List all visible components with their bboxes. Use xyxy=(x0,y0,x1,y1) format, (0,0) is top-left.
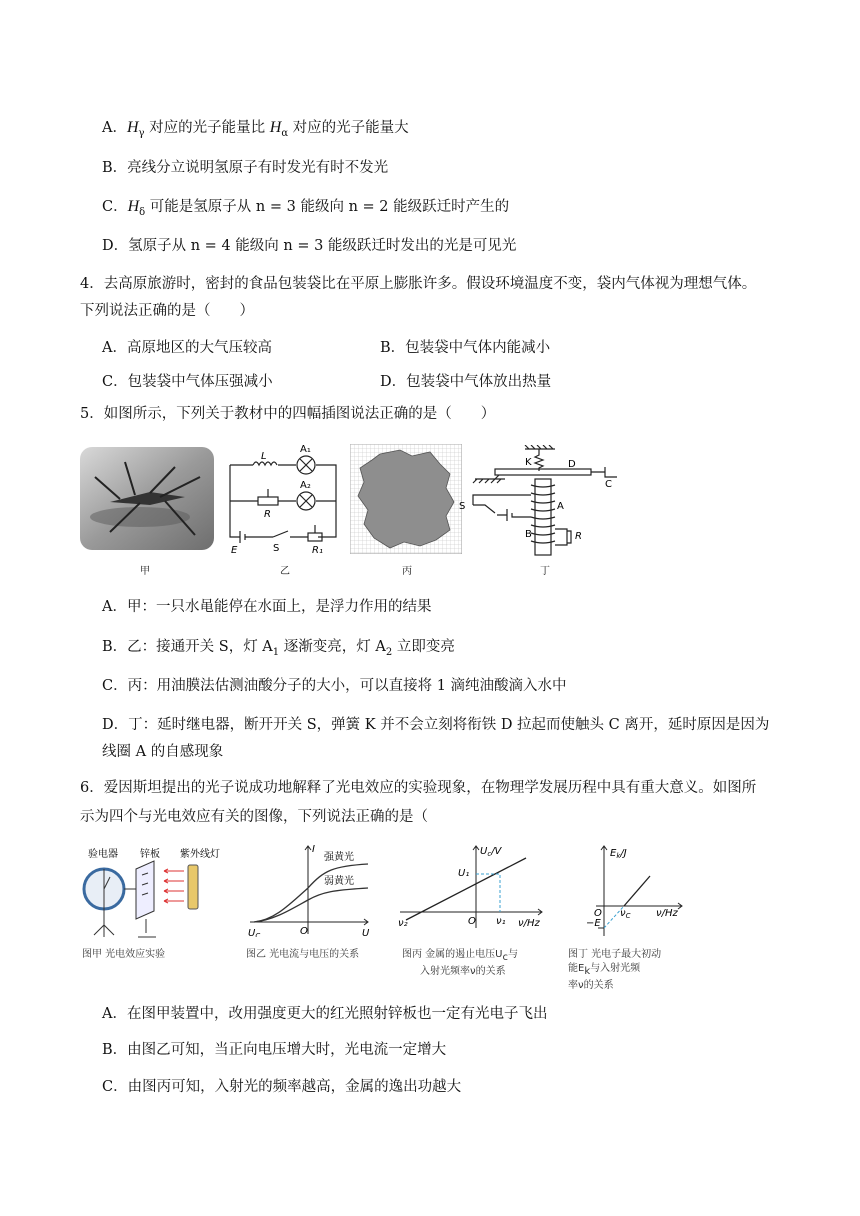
q5-option-b: B．乙：接通开关 S，灯 $A_1$ 逐渐变亮，灯 $A_2$ 立即变亮 xyxy=(102,639,455,658)
svg-text:ν₂: ν₂ xyxy=(398,918,408,929)
q4-stem-line1: 4．去高原旅游时，密封的食品包装袋比在平原上膨胀许多。假设环境温度不变，袋内气体视为理想气体。 xyxy=(80,276,757,292)
fig-label-ding: 丁 xyxy=(540,566,550,577)
svg-text:C: C xyxy=(605,479,612,490)
figure-stopping-voltage xyxy=(396,842,546,932)
svg-text:S: S xyxy=(273,543,280,553)
q5-option-d-line1: D．丁：延时继电器，断开开关 S，弹簧 K 并不会立刻将衔铁 D 拉起而使触头 C 离开，延时原因是因为 xyxy=(102,717,770,733)
figure-water-strider-photo xyxy=(80,447,214,550)
svg-text:R: R xyxy=(264,509,271,520)
svg-text:A₂: A₂ xyxy=(300,480,311,491)
figure-photoelectric-apparatus xyxy=(80,845,230,945)
svg-text:弱黄光: 弱黄光 xyxy=(324,876,354,887)
figure-iv-curve xyxy=(244,842,374,937)
q6-option-c: C．由图丙可知，入射光的频率越高，金属的逸出功越大 xyxy=(102,1079,462,1095)
svg-text:Ek/J: $E_k/J$ xyxy=(610,848,627,860)
q3-option-b: B．亮线分立说明氢原子有时发光有时不发光 xyxy=(102,160,389,176)
q5-option-c: C．丙：用油膜法估测油酸分子的大小，可以直接将 1 滴纯油酸滴入水中 xyxy=(102,678,567,694)
q4-stem-line2: 下列说法正确的是（ ） xyxy=(80,303,254,319)
fig2-caption: 图乙 光电流与电压的关系 xyxy=(246,949,360,960)
svg-text:O: O xyxy=(468,916,476,927)
svg-text:O: O xyxy=(594,908,602,919)
svg-text:νC: $\nu_C$ xyxy=(620,908,631,920)
svg-text:验电器: 验电器 xyxy=(88,849,118,860)
fig-label-yi: 乙 xyxy=(280,566,290,577)
svg-text:ν₁: ν₁ xyxy=(496,916,506,927)
q6-option-b: B．由图乙可知，当正向电压增大时，光电流一定增大 xyxy=(102,1042,447,1058)
svg-text:U: U xyxy=(362,928,370,937)
q4-option-d: D．包装袋中气体放出热量 xyxy=(380,374,552,390)
q6-option-a: A．在图甲装置中，改用强度更大的红光照射锌板也一定有光电子飞出 xyxy=(102,1006,548,1022)
svg-text:R: R xyxy=(575,531,582,542)
svg-text:B: B xyxy=(525,529,532,540)
svg-text:锌板: 锌板 xyxy=(140,849,160,860)
fig1-caption: 图甲 光电效应实验 xyxy=(82,949,166,960)
svg-text:A₁: A₁ xyxy=(300,445,311,455)
svg-text:L: L xyxy=(261,451,267,462)
fig-label-jia: 甲 xyxy=(140,566,150,577)
figure-delay-relay xyxy=(455,445,625,557)
fig4-caption: 图丁 光电子最大初动 能$E_k$与入射光频 率ν的关系 xyxy=(568,949,662,991)
svg-text:E: E xyxy=(231,545,238,553)
svg-text:Uc/V: $U_c/V$ xyxy=(480,846,502,858)
svg-text:I: I xyxy=(312,844,315,855)
q3-option-c: C．$H_\delta$ 可能是氢原子从 n = 3 能级向 n = 2 能级跃迁时产生的 xyxy=(102,198,510,218)
svg-text:ν/Hz: ν/Hz xyxy=(656,908,678,919)
q6-stem-line2: 示为四个与光电效应有关的图像，下列说法正确的是（ xyxy=(80,809,428,825)
svg-text:O: O xyxy=(300,926,308,937)
q5-option-a: A．甲：一只水黾能停在水面上，是浮力作用的结果 xyxy=(102,599,432,615)
q3-option-a: A．$H_\gamma$ 对应的光子能量比 $H_\alpha$ 对应的光子能量大 xyxy=(102,119,409,139)
svg-text:D: D xyxy=(568,459,576,470)
q4-option-a: A．高原地区的大气压较高 xyxy=(102,340,272,356)
figure-circuit-diagram xyxy=(218,445,348,553)
q6-stem-line1: 6．爱因斯坦提出的光子说成功地解释了光电效应的实验现象，在物理学发展历程中具有重大意义。如图所 xyxy=(80,780,757,796)
q4-option-c: C．包装袋中气体压强减小 xyxy=(102,374,273,390)
svg-text:强黄光: 强黄光 xyxy=(324,852,354,863)
svg-text:紫外线灯: 紫外线灯 xyxy=(180,849,220,860)
svg-text:A: A xyxy=(557,501,564,512)
svg-text:UC: $U_C$ xyxy=(248,928,261,937)
svg-text:U₁: U₁ xyxy=(458,868,470,879)
fig-label-bing: 丙 xyxy=(402,566,412,577)
q5-stem: 5．如图所示，下列关于教材中的四幅插图说法正确的是（ ） xyxy=(80,406,496,422)
svg-text:R₁: R₁ xyxy=(312,545,323,553)
figure-oil-film-grid xyxy=(350,444,462,554)
figure-kinetic-energy xyxy=(566,842,686,938)
q4-option-b: B．包装袋中气体内能减小 xyxy=(380,340,551,356)
svg-text:S: S xyxy=(459,501,466,512)
svg-text:K: K xyxy=(525,457,532,468)
svg-text:ν/Hz: ν/Hz xyxy=(518,918,540,929)
q3-option-d: D．氢原子从 n = 4 能级向 n = 3 能级跃迁时发出的光是可见光 xyxy=(102,238,517,254)
svg-text:−E: −E xyxy=(586,918,601,929)
fig3-caption: 图丙 金属的遏止电压$U_c$与 入射光频率ν的关系 xyxy=(402,949,518,977)
q5-option-d-line2: 线圈 A 的自感现象 xyxy=(102,744,224,760)
